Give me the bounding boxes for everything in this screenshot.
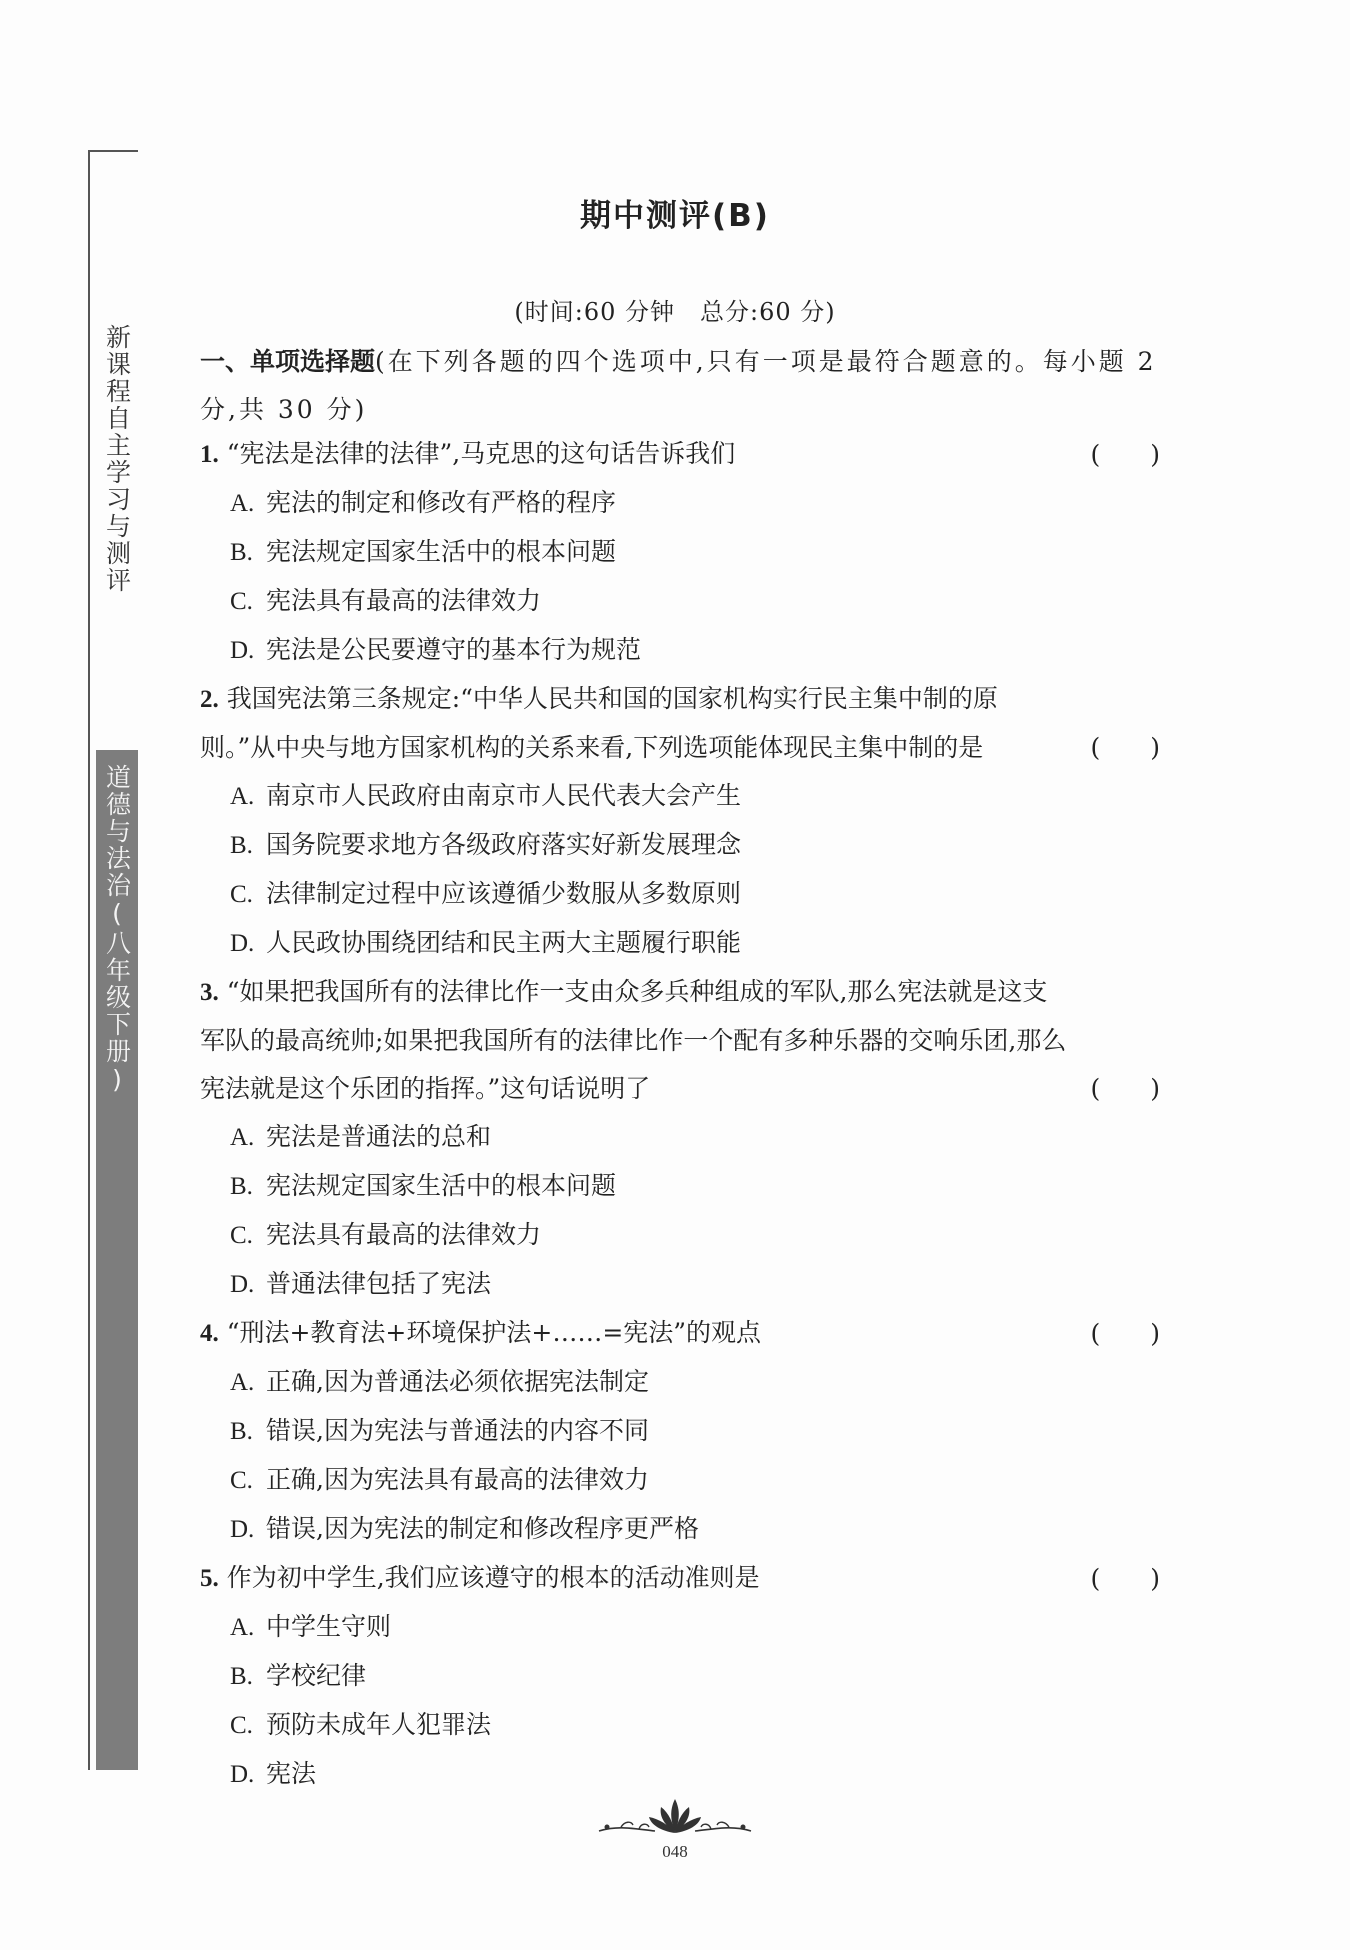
option-letter: B. (230, 539, 253, 566)
option-text: 法律制定过程中应该遵循少数服从多数原则 (266, 879, 742, 908)
option-text: 中学生守则 (266, 1612, 392, 1641)
option-text: 南京市人民政府由南京市人民代表大会产生 (266, 781, 742, 810)
option-text: 正确,因为普通法必须依据宪法制定 (266, 1367, 649, 1396)
section-title: 一、单项选择题 (200, 347, 376, 376)
question-text: “如果把我国所有的法律比作一支由众多兵种组成的军队,那么宪法就是这支军队的最高统帅;如果把我国所有的法律比作一个配有多种乐器的交响乐团,那么宪法就是这个乐团的指挥。”这句话说明了 (200, 977, 1067, 1103)
option-a[interactable] (200, 479, 1160, 528)
side-tab-series (96, 310, 138, 750)
question-stem (200, 675, 1160, 772)
option-letter: C. (230, 1467, 253, 1494)
option-letter: C. (230, 881, 253, 908)
option-a[interactable] (200, 1603, 1160, 1652)
question-text: “宪法是法律的法律”,马克思的这句话告诉我们 (226, 439, 736, 468)
question-stem (200, 1554, 1160, 1603)
answer-blank[interactable]: ( ) (1090, 1319, 1160, 1348)
question-stem (200, 430, 1160, 479)
question-number: 3. (200, 979, 219, 1006)
option-letter: B. (230, 832, 253, 859)
option-a[interactable] (200, 1358, 1160, 1407)
option-letter: A. (230, 1614, 255, 1641)
question-text: 我国宪法第三条规定:“中华人民共和国的国家机构实行民主集中制的原则。”从中央与地方国家机构的关系来看,下列选项能体现民主集中制的是 (200, 684, 998, 762)
option-text: 宪法 (266, 1759, 317, 1788)
option-a[interactable] (200, 1113, 1160, 1162)
option-b[interactable] (200, 1652, 1160, 1701)
option-text: 普通法律包括了宪法 (266, 1269, 492, 1298)
option-b[interactable] (200, 1407, 1160, 1456)
option-letter: B. (230, 1173, 253, 1200)
option-c[interactable] (200, 1456, 1160, 1505)
option-letter: B. (230, 1418, 253, 1445)
option-letter: A. (230, 1124, 255, 1151)
option-text: 错误,因为宪法与普通法的内容不同 (266, 1416, 649, 1445)
option-text: 错误,因为宪法的制定和修改程序更严格 (266, 1514, 699, 1543)
option-d[interactable] (200, 1505, 1160, 1554)
section-heading (200, 338, 1160, 434)
page-number: 048 (662, 1842, 688, 1861)
option-letter: D. (230, 1271, 255, 1298)
option-letter: D. (230, 930, 255, 957)
question-5 (200, 1554, 1160, 1603)
leaf-ornament-icon (595, 1795, 755, 1837)
option-text: 宪法是普通法的总和 (266, 1122, 492, 1151)
question-stem (200, 1309, 1160, 1358)
option-d[interactable] (200, 1750, 1160, 1799)
option-letter: B. (230, 1663, 253, 1690)
question-list (200, 430, 1160, 1799)
option-a[interactable] (200, 772, 1160, 821)
side-tab-top-rule (88, 150, 138, 152)
question-4 (200, 1309, 1160, 1358)
option-text: 宪法具有最高的法律效力 (266, 1220, 542, 1249)
question-number: 2. (200, 686, 219, 713)
option-letter: C. (230, 1222, 253, 1249)
option-letter: C. (230, 1712, 253, 1739)
option-b[interactable] (200, 821, 1160, 870)
option-text: 宪法规定国家生活中的根本问题 (266, 537, 617, 566)
side-tab-subject (96, 750, 138, 1770)
option-letter: A. (230, 783, 255, 810)
question-stem (200, 968, 1160, 1113)
option-text: 国务院要求地方各级政府落实好新发展理念 (266, 830, 742, 859)
option-b[interactable] (200, 528, 1160, 577)
option-text: 学校纪律 (266, 1661, 367, 1690)
answer-blank[interactable]: ( ) (1090, 733, 1160, 762)
option-letter: A. (230, 490, 255, 517)
option-letter: D. (230, 1516, 255, 1543)
question-1 (200, 430, 1160, 479)
answer-blank[interactable]: ( ) (1090, 1564, 1160, 1593)
option-letter: D. (230, 637, 255, 664)
option-text: 宪法规定国家生活中的根本问题 (266, 1171, 617, 1200)
question-text: “刑法+教育法+环境保护法+……=宪法”的观点 (226, 1318, 762, 1347)
option-c[interactable] (200, 1211, 1160, 1260)
option-c[interactable] (200, 1701, 1160, 1750)
question-number: 5. (200, 1565, 219, 1592)
option-letter: C. (230, 588, 253, 615)
option-b[interactable] (200, 1162, 1160, 1211)
option-text: 正确,因为宪法具有最高的法律效力 (266, 1465, 649, 1494)
question-2 (200, 675, 1160, 772)
option-text: 预防未成年人犯罪法 (266, 1710, 492, 1739)
option-letter: A. (230, 1369, 255, 1396)
option-c[interactable] (200, 870, 1160, 919)
option-text: 宪法是公民要遵守的基本行为规范 (266, 635, 642, 664)
section-description: (在下列各题的四个选项中,只有一项是最符合题意的。每小题 2 分,共 30 分) (200, 347, 1157, 424)
question-number: 1. (200, 441, 219, 468)
page-title: 期中测评(B) (580, 198, 770, 234)
question-text: 作为初中学生,我们应该遵守的根本的活动准则是 (226, 1563, 760, 1592)
question-3 (200, 968, 1160, 1113)
option-letter: D. (230, 1761, 255, 1788)
option-text: 宪法的制定和修改有严格的程序 (266, 488, 617, 517)
answer-blank[interactable]: ( ) (1090, 440, 1160, 469)
option-text: 人民政协围绕团结和民主两大主题履行职能 (266, 928, 742, 957)
exam-meta: (时间:60 分钟 总分:60 分) (514, 298, 836, 326)
answer-blank[interactable]: ( ) (1090, 1074, 1160, 1103)
option-d[interactable] (200, 919, 1160, 968)
option-c[interactable] (200, 577, 1160, 626)
option-d[interactable] (200, 1260, 1160, 1309)
question-number: 4. (200, 1320, 219, 1347)
series-name: 新课程自主学习与测评 (102, 324, 132, 594)
side-tab-rule (88, 150, 90, 1770)
option-d[interactable] (200, 626, 1160, 675)
option-text: 宪法具有最高的法律效力 (266, 586, 542, 615)
subject-name: 道德与法治(八年级下册) (102, 764, 132, 1096)
